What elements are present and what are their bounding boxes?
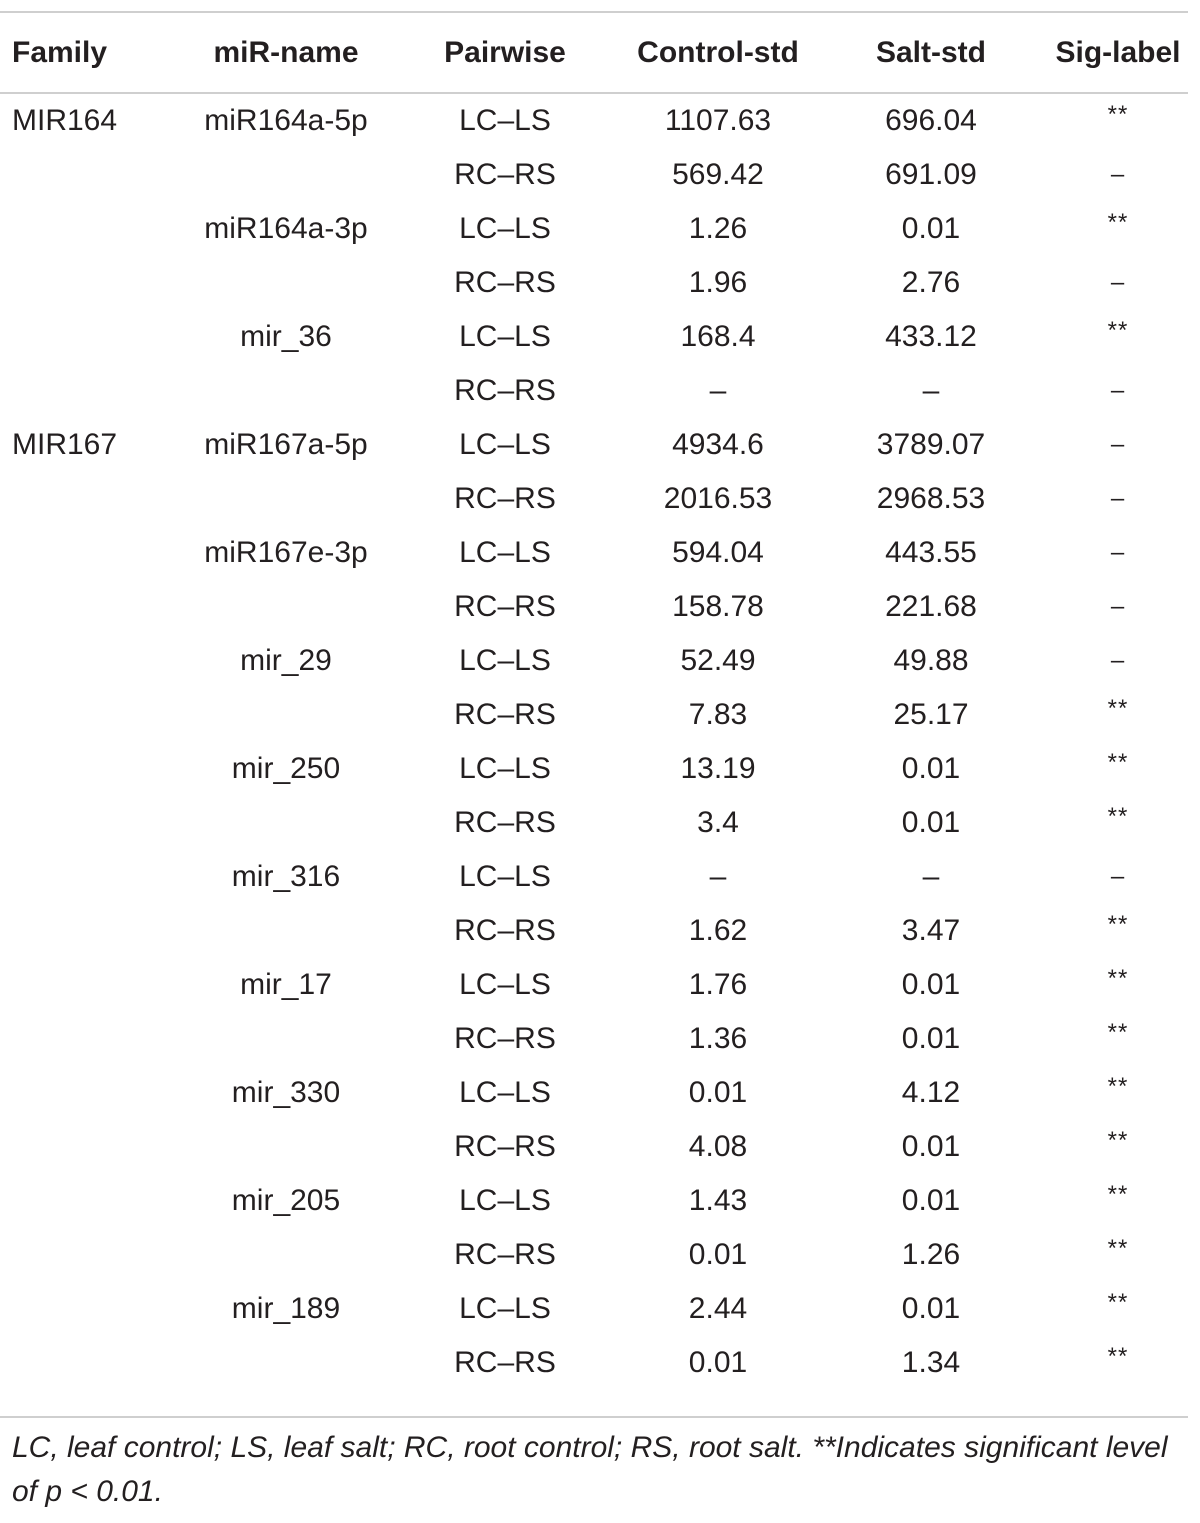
table-row: [0, 1012, 1200, 1066]
bottom-rule: [0, 1416, 1188, 1418]
cell-family: [0, 1282, 172, 1336]
cell-control-std: 13.19: [680, 752, 756, 785]
cell-salt-std: 221.68: [885, 590, 977, 623]
cell-pairwise: LC–LS: [459, 968, 551, 1001]
cell-mir-name: [172, 256, 400, 310]
cell-family: [0, 796, 172, 850]
table-row: [0, 1066, 1200, 1120]
cell-pairwise: LC–LS: [459, 752, 551, 785]
cell-control-std: 594.04: [672, 536, 764, 569]
cell-salt-std: 0.01: [901, 1022, 961, 1055]
cell-salt-std: 2968.53: [876, 482, 986, 515]
table-row: [0, 1174, 1200, 1228]
cell-pairwise: LC–LS: [459, 104, 551, 137]
cell-control-std: 1.96: [688, 266, 748, 299]
table-row: [0, 526, 1200, 580]
cell-family: [0, 580, 172, 634]
cell-sig-label: **: [1107, 1289, 1129, 1316]
cell-control-std: 1107.63: [664, 104, 772, 137]
cell-pairwise: LC–LS: [459, 212, 551, 245]
cell-sig-label: **: [1107, 317, 1129, 344]
cell-mir-name: mir_189: [231, 1292, 341, 1325]
cell-sig-label: **: [1107, 1181, 1129, 1208]
cell-family: [0, 472, 172, 526]
cell-family: [0, 688, 172, 742]
cell-family: [0, 256, 172, 310]
cell-mir-name: [172, 688, 400, 742]
cell-family: [0, 1174, 172, 1228]
cell-mir-name: mir_250: [231, 752, 341, 785]
cell-salt-std: 1.26: [901, 1238, 961, 1271]
cell-pairwise: LC–LS: [459, 428, 551, 461]
cell-salt-std: 3789.07: [876, 428, 986, 461]
cell-family: [0, 742, 172, 796]
table-footnote: LC, leaf control; LS, leaf salt; RC, root control; RS, root salt. **Indicates significant level of p < 0.01.: [12, 1431, 1168, 1508]
cell-mir-name: [172, 796, 400, 850]
cell-pairwise: LC–LS: [459, 860, 551, 893]
table-row: [0, 148, 1200, 202]
cell-sig-label: –: [1110, 161, 1126, 188]
cell-mir-name: mir_330: [231, 1076, 341, 1109]
cell-family: [0, 1228, 172, 1282]
cell-mir-name: mir_36: [240, 320, 332, 353]
cell-salt-std: 696.04: [885, 104, 977, 137]
cell-mir-name: [172, 364, 400, 418]
cell-family: [0, 202, 172, 256]
table-row: [0, 310, 1200, 364]
cell-control-std: 1.36: [688, 1022, 748, 1055]
cell-mir-name: mir_205: [231, 1184, 341, 1217]
cell-control-std: 4.08: [688, 1130, 748, 1163]
cell-pairwise: RC–RS: [454, 806, 556, 839]
table-row: [0, 472, 1200, 526]
cell-salt-std: 49.88: [893, 644, 969, 677]
cell-family: MIR167: [12, 428, 118, 461]
header-sig-label: Sig-label: [1055, 35, 1181, 69]
cell-mir-name: [172, 1336, 400, 1390]
mirna-table: [0, 13, 1200, 1390]
cell-family: [0, 850, 172, 904]
cell-sig-label: **: [1107, 803, 1129, 830]
cell-control-std: –: [709, 860, 727, 893]
cell-family: [0, 1120, 172, 1174]
cell-control-std: 4934.6: [672, 428, 764, 461]
table-row: [0, 796, 1200, 850]
cell-control-std: –: [709, 374, 727, 407]
table-row: [0, 364, 1200, 418]
cell-salt-std: 25.17: [893, 698, 969, 731]
cell-sig-label: –: [1110, 539, 1126, 566]
cell-pairwise: LC–LS: [459, 320, 551, 353]
header-family: Family: [12, 35, 108, 69]
cell-salt-std: 0.01: [901, 1292, 961, 1325]
cell-sig-label: **: [1107, 1127, 1129, 1154]
cell-salt-std: –: [922, 860, 940, 893]
table-row: [0, 580, 1200, 634]
cell-mir-name: miR164a-3p: [204, 212, 368, 245]
cell-sig-label: **: [1107, 101, 1129, 128]
cell-control-std: 7.83: [688, 698, 748, 731]
cell-pairwise: LC–LS: [459, 1184, 551, 1217]
cell-family: [0, 148, 172, 202]
cell-pairwise: LC–LS: [459, 1292, 551, 1325]
cell-family: [0, 526, 172, 580]
cell-pairwise: LC–LS: [459, 644, 551, 677]
table-body: [0, 92, 1200, 1390]
cell-family: [0, 1066, 172, 1120]
cell-mir-name: [172, 904, 400, 958]
cell-control-std: 52.49: [680, 644, 756, 677]
table-row: [0, 688, 1200, 742]
cell-family: [0, 958, 172, 1012]
cell-sig-label: **: [1107, 1343, 1129, 1370]
cell-salt-std: 0.01: [901, 1184, 961, 1217]
table-row: [0, 1336, 1200, 1390]
cell-sig-label: –: [1110, 431, 1126, 458]
cell-pairwise: RC–RS: [454, 1238, 556, 1271]
cell-mir-name: mir_316: [231, 860, 341, 893]
cell-salt-std: 0.01: [901, 752, 961, 785]
cell-pairwise: RC–RS: [454, 266, 556, 299]
cell-sig-label: –: [1110, 593, 1126, 620]
cell-salt-std: 0.01: [901, 968, 961, 1001]
header-salt-std: Salt-std: [875, 35, 986, 69]
cell-control-std: 1.26: [688, 212, 748, 245]
cell-salt-std: 1.34: [901, 1346, 961, 1379]
table-row: [0, 202, 1200, 256]
table-row: [0, 634, 1200, 688]
cell-mir-name: miR164a-5p: [204, 104, 368, 137]
cell-mir-name: [172, 1120, 400, 1174]
cell-family: [0, 634, 172, 688]
cell-mir-name: [172, 148, 400, 202]
cell-sig-label: **: [1107, 209, 1129, 236]
cell-family: MIR164: [12, 104, 118, 137]
header-pairwise: Pairwise: [444, 35, 566, 69]
cell-sig-label: **: [1107, 965, 1129, 992]
cell-control-std: 1.62: [688, 914, 748, 947]
table-row: [0, 92, 1200, 148]
cell-salt-std: 3.47: [901, 914, 961, 947]
cell-pairwise: RC–RS: [454, 698, 556, 731]
cell-salt-std: –: [922, 374, 940, 407]
cell-pairwise: RC–RS: [454, 590, 556, 623]
cell-salt-std: 0.01: [901, 806, 961, 839]
cell-sig-label: **: [1107, 1019, 1129, 1046]
cell-pairwise: RC–RS: [454, 1130, 556, 1163]
cell-mir-name: miR167a-5p: [204, 428, 368, 461]
cell-salt-std: 0.01: [901, 212, 961, 245]
cell-control-std: 3.4: [697, 806, 739, 839]
cell-control-std: 158.78: [672, 590, 764, 623]
header-mir-name: miR-name: [213, 35, 359, 69]
header-row: [0, 13, 1200, 92]
cell-control-std: 569.42: [672, 158, 764, 191]
cell-mir-name: mir_29: [240, 644, 332, 677]
table-row: [0, 904, 1200, 958]
cell-pairwise: RC–RS: [454, 482, 556, 515]
header-control-std: Control-std: [637, 35, 799, 69]
cell-mir-name: [172, 1228, 400, 1282]
table-row: [0, 1228, 1200, 1282]
cell-mir-name: [172, 580, 400, 634]
cell-salt-std: 433.12: [885, 320, 977, 353]
cell-sig-label: **: [1107, 911, 1129, 938]
cell-sig-label: **: [1107, 1073, 1129, 1100]
cell-mir-name: [172, 1012, 400, 1066]
cell-sig-label: –: [1110, 485, 1126, 512]
cell-pairwise: LC–LS: [459, 1076, 551, 1109]
cell-control-std: 2016.53: [663, 482, 773, 515]
cell-pairwise: LC–LS: [459, 536, 551, 569]
cell-family: [0, 1012, 172, 1066]
cell-family: [0, 310, 172, 364]
cell-control-std: 1.43: [688, 1184, 748, 1217]
table-row: [0, 256, 1200, 310]
table-row: [0, 1282, 1200, 1336]
cell-mir-name: mir_17: [240, 968, 332, 1001]
cell-control-std: 1.76: [688, 968, 748, 1001]
cell-control-std: 0.01: [688, 1076, 748, 1109]
cell-family: [0, 1336, 172, 1390]
table-row: [0, 1120, 1200, 1174]
cell-sig-label: –: [1110, 647, 1126, 674]
cell-sig-label: –: [1110, 863, 1126, 890]
cell-family: [0, 904, 172, 958]
cell-sig-label: **: [1107, 749, 1129, 776]
cell-control-std: 0.01: [688, 1238, 748, 1271]
cell-pairwise: RC–RS: [454, 914, 556, 947]
cell-mir-name: miR167e-3p: [204, 536, 368, 569]
cell-control-std: 168.4: [680, 320, 756, 353]
cell-sig-label: –: [1110, 269, 1126, 296]
cell-pairwise: RC–RS: [454, 158, 556, 191]
cell-pairwise: RC–RS: [454, 374, 556, 407]
cell-sig-label: –: [1110, 377, 1126, 404]
table-row: [0, 850, 1200, 904]
cell-salt-std: 443.55: [885, 536, 977, 569]
cell-family: [0, 364, 172, 418]
cell-salt-std: 4.12: [901, 1076, 961, 1109]
table-row: [0, 958, 1200, 1012]
cell-salt-std: 0.01: [901, 1130, 961, 1163]
cell-pairwise: RC–RS: [454, 1022, 556, 1055]
cell-salt-std: 691.09: [885, 158, 977, 191]
cell-control-std: 2.44: [688, 1292, 748, 1325]
cell-sig-label: **: [1107, 695, 1129, 722]
table-row: [0, 742, 1200, 796]
table-row: [0, 418, 1200, 472]
cell-sig-label: **: [1107, 1235, 1129, 1262]
cell-salt-std: 2.76: [901, 266, 961, 299]
cell-pairwise: RC–RS: [454, 1346, 556, 1379]
cell-mir-name: [172, 472, 400, 526]
cell-control-std: 0.01: [688, 1346, 748, 1379]
